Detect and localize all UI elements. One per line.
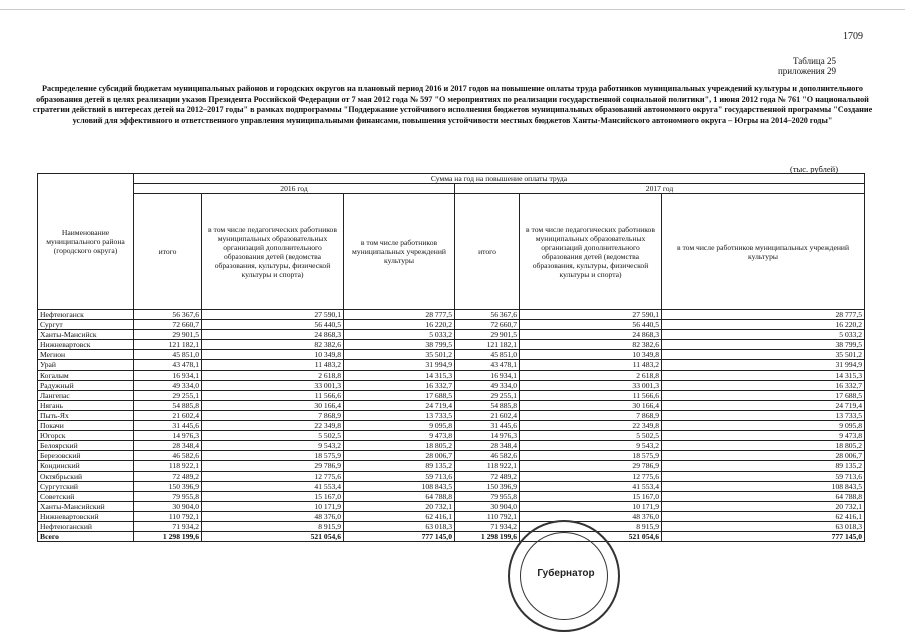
- table-row: [38, 320, 865, 330]
- header-teachers-2017: в том числе педагогических работников муниципальных образовательных организаций дополнительного образования детей (ведомства образования, культуры, физической культуры и спорта): [520, 194, 662, 310]
- row-name-cell: Нефтеюганский: [38, 521, 134, 531]
- row-value-cell: 12 775,6: [520, 471, 662, 481]
- row-value-cell: 54 885,8: [455, 400, 520, 410]
- row-value-cell: 71 934,2: [134, 521, 202, 531]
- table-row: [38, 360, 865, 370]
- row-value-cell: 30 904,0: [455, 501, 520, 511]
- row-value-cell: 521 054,6: [520, 532, 662, 542]
- row-value-cell: 11 566,6: [202, 390, 344, 400]
- row-value-cell: 14 976,3: [134, 431, 202, 441]
- row-value-cell: 56 367,6: [134, 310, 202, 320]
- row-value-cell: 29 786,9: [202, 461, 344, 471]
- row-value-cell: 9 473,8: [344, 431, 455, 441]
- unit-label: (тыс. рублей): [790, 164, 839, 174]
- row-value-cell: 5 502,5: [202, 431, 344, 441]
- row-value-cell: 121 182,1: [455, 340, 520, 350]
- seal-text: Губернатор: [537, 568, 595, 579]
- row-value-cell: 108 843,5: [662, 481, 865, 491]
- row-value-cell: 14 315,3: [344, 370, 455, 380]
- row-name-cell: Октябрьский: [38, 471, 134, 481]
- row-value-cell: 150 396,9: [455, 481, 520, 491]
- table-row: [38, 380, 865, 390]
- row-value-cell: 56 440,5: [202, 320, 344, 330]
- row-value-cell: 24 868,3: [202, 330, 344, 340]
- row-value-cell: 11 566,6: [520, 390, 662, 400]
- row-value-cell: 38 799,5: [344, 340, 455, 350]
- row-name-cell: Советский: [38, 491, 134, 501]
- subsidy-table: [37, 173, 865, 542]
- row-value-cell: 41 553,4: [520, 481, 662, 491]
- row-value-cell: 16 934,1: [134, 370, 202, 380]
- row-value-cell: 41 553,4: [202, 481, 344, 491]
- row-value-cell: 49 334,0: [134, 380, 202, 390]
- row-value-cell: 110 792,1: [455, 511, 520, 521]
- row-value-cell: 118 922,1: [455, 461, 520, 471]
- page-number: 1709: [843, 31, 863, 42]
- table-row: [38, 481, 865, 491]
- row-value-cell: 31 994,9: [662, 360, 865, 370]
- row-value-cell: 89 135,2: [662, 461, 865, 471]
- row-value-cell: 22 349,8: [520, 421, 662, 431]
- row-value-cell: 64 788,8: [662, 491, 865, 501]
- row-name-cell: Сургутский: [38, 481, 134, 491]
- row-value-cell: 11 483,2: [202, 360, 344, 370]
- row-value-cell: 89 135,2: [344, 461, 455, 471]
- row-value-cell: 16 220,2: [662, 320, 865, 330]
- row-value-cell: 24 719,4: [662, 400, 865, 410]
- row-value-cell: 2 618,8: [520, 370, 662, 380]
- row-value-cell: 30 904,0: [134, 501, 202, 511]
- row-name-cell: Нижневартовск: [38, 340, 134, 350]
- table-reference: [750, 56, 836, 76]
- table-row: [38, 431, 865, 441]
- row-value-cell: 28 348,4: [134, 441, 202, 451]
- row-value-cell: 63 018,3: [344, 521, 455, 531]
- row-value-cell: 31 445,6: [134, 421, 202, 431]
- row-value-cell: 27 590,1: [520, 310, 662, 320]
- row-value-cell: 49 334,0: [455, 380, 520, 390]
- row-value-cell: 110 792,1: [134, 511, 202, 521]
- row-value-cell: 22 349,8: [202, 421, 344, 431]
- row-value-cell: 62 416,1: [662, 511, 865, 521]
- row-value-cell: 59 713,6: [662, 471, 865, 481]
- row-value-cell: 30 166,4: [520, 400, 662, 410]
- row-value-cell: 16 332,7: [662, 380, 865, 390]
- header-culture-2017: в том числе работников муниципальных учреждений культуры: [662, 194, 865, 310]
- row-value-cell: 7 868,9: [520, 410, 662, 420]
- row-value-cell: 5 502,5: [520, 431, 662, 441]
- row-name-cell: Радужный: [38, 380, 134, 390]
- row-name-cell: Мегион: [38, 350, 134, 360]
- row-value-cell: 43 478,1: [134, 360, 202, 370]
- row-value-cell: 35 501,2: [344, 350, 455, 360]
- table-row: [38, 330, 865, 340]
- table-ref-line2: приложения 29: [777, 66, 836, 76]
- row-value-cell: 59 713,6: [344, 471, 455, 481]
- table-row: [38, 441, 865, 451]
- row-value-cell: 82 382,6: [520, 340, 662, 350]
- row-value-cell: 29 255,1: [455, 390, 520, 400]
- row-name-cell: Кондинский: [38, 461, 134, 471]
- header-name: Наименование муниципального района (городского округа): [38, 174, 134, 310]
- row-value-cell: 18 805,2: [344, 441, 455, 451]
- header-total-2016: итого: [134, 194, 202, 310]
- row-value-cell: 2 618,8: [202, 370, 344, 380]
- table-row: [38, 390, 865, 400]
- row-value-cell: 21 602,4: [455, 410, 520, 420]
- table-row: [38, 370, 865, 380]
- row-value-cell: 18 805,2: [662, 441, 865, 451]
- table-ref-line1: Таблица 25: [793, 56, 836, 66]
- row-name-cell: Покачи: [38, 421, 134, 431]
- row-value-cell: 13 733,5: [662, 410, 865, 420]
- row-value-cell: 16 934,1: [455, 370, 520, 380]
- row-value-cell: 11 483,2: [520, 360, 662, 370]
- header-teachers-2016: в том числе педагогических работников муниципальных образовательных организаций дополнительного образования детей (ведомства образования, культуры, физической культуры и спорта): [202, 194, 344, 310]
- row-value-cell: 121 182,1: [134, 340, 202, 350]
- row-value-cell: 20 732,1: [344, 501, 455, 511]
- table-row: [38, 400, 865, 410]
- row-value-cell: 777 145,0: [344, 532, 455, 542]
- row-value-cell: 56 440,5: [520, 320, 662, 330]
- row-value-cell: 10 349,8: [202, 350, 344, 360]
- row-name-cell: Нижневартовский: [38, 511, 134, 521]
- row-value-cell: 31 445,6: [455, 421, 520, 431]
- row-value-cell: 9 473,8: [662, 431, 865, 441]
- row-value-cell: 17 688,5: [344, 390, 455, 400]
- row-value-cell: 45 851,0: [455, 350, 520, 360]
- row-value-cell: 16 220,2: [344, 320, 455, 330]
- row-value-cell: 62 416,1: [344, 511, 455, 521]
- row-value-cell: 27 590,1: [202, 310, 344, 320]
- table-body: [38, 310, 865, 542]
- row-value-cell: 8 915,9: [520, 521, 662, 531]
- row-value-cell: 9 543,2: [202, 441, 344, 451]
- row-value-cell: 1 298 199,6: [134, 532, 202, 542]
- row-value-cell: 29 786,9: [520, 461, 662, 471]
- table-row: [38, 491, 865, 501]
- row-value-cell: 28 006,7: [662, 451, 865, 461]
- row-value-cell: 72 660,7: [134, 320, 202, 330]
- row-value-cell: 46 582,6: [455, 451, 520, 461]
- row-value-cell: 18 575,9: [202, 451, 344, 461]
- scan-artifact-top: [0, 9, 905, 10]
- row-value-cell: 28 777,5: [662, 310, 865, 320]
- row-value-cell: 521 054,6: [202, 532, 344, 542]
- table-row: [38, 471, 865, 481]
- row-value-cell: 31 994,9: [344, 360, 455, 370]
- row-value-cell: 30 166,4: [202, 400, 344, 410]
- row-value-cell: 33 001,3: [520, 380, 662, 390]
- row-value-cell: 56 367,6: [455, 310, 520, 320]
- row-value-cell: 46 582,6: [134, 451, 202, 461]
- row-value-cell: 10 171,9: [520, 501, 662, 511]
- row-value-cell: 28 348,4: [455, 441, 520, 451]
- row-value-cell: 71 934,2: [455, 521, 520, 531]
- document-title: Распределение субсидий бюджетам муниципальных районов и городских округов на плановый период 2016 и 2017 годов на повышение оплаты труда работников муниципальных учреждений культуры и дополнительного образования детей в целях реализации указов Президента Российской Федерации от 7 мая 2012 года № 597 "О мероприятиях по реализации государственной социальной политики", 1 июня 2012 года № 761 "О национальной стратегии действий в интересах детей на 2012–2017 годы" в рамках подпрограммы "Поддержание устойчивого исполнения бюджетов муниципальных образований автономного округа" государственной программы "Создание условий для эффективного и ответственного управления муниципальными финансами, повышения устойчивости местных бюджетов Ханты-Мансийского автономного округа – Югры на 2014–2020 годы": [32, 84, 873, 125]
- row-value-cell: 12 775,6: [202, 471, 344, 481]
- row-value-cell: 82 382,6: [202, 340, 344, 350]
- row-value-cell: 10 171,9: [202, 501, 344, 511]
- header-total-2017: итого: [455, 194, 520, 310]
- header-culture-2016: в том числе работников муниципальных учреждений культуры: [344, 194, 455, 310]
- row-value-cell: 43 478,1: [455, 360, 520, 370]
- row-name-cell: Югорск: [38, 431, 134, 441]
- row-value-cell: 38 799,5: [662, 340, 865, 350]
- row-value-cell: 150 396,9: [134, 481, 202, 491]
- row-value-cell: 79 955,8: [455, 491, 520, 501]
- row-value-cell: 777 145,0: [662, 532, 865, 542]
- row-value-cell: 28 777,5: [344, 310, 455, 320]
- row-value-cell: 28 006,7: [344, 451, 455, 461]
- row-value-cell: 15 167,0: [520, 491, 662, 501]
- table-row: [38, 461, 865, 471]
- row-name-cell: Лангепас: [38, 390, 134, 400]
- row-value-cell: 45 851,0: [134, 350, 202, 360]
- table-row: [38, 501, 865, 511]
- row-value-cell: 14 315,3: [662, 370, 865, 380]
- row-value-cell: 9 543,2: [520, 441, 662, 451]
- header-year-2016: 2016 год: [134, 184, 455, 194]
- row-value-cell: 24 719,4: [344, 400, 455, 410]
- table-row: [38, 410, 865, 420]
- table-row: [38, 310, 865, 320]
- row-value-cell: 118 922,1: [134, 461, 202, 471]
- row-name-cell: Нягань: [38, 400, 134, 410]
- row-value-cell: 15 167,0: [202, 491, 344, 501]
- row-name-cell: Ханты-Мансийск: [38, 330, 134, 340]
- row-value-cell: 35 501,2: [662, 350, 865, 360]
- row-value-cell: 16 332,7: [344, 380, 455, 390]
- table-row: [38, 451, 865, 461]
- row-name-cell: Белоярский: [38, 441, 134, 451]
- row-value-cell: 63 018,3: [662, 521, 865, 531]
- row-value-cell: 1 298 199,6: [455, 532, 520, 542]
- row-value-cell: 108 843,5: [344, 481, 455, 491]
- row-value-cell: 33 001,3: [202, 380, 344, 390]
- table-row: [38, 511, 865, 521]
- row-value-cell: 29 901,5: [455, 330, 520, 340]
- row-value-cell: 21 602,4: [134, 410, 202, 420]
- row-name-cell: Сургут: [38, 320, 134, 330]
- row-value-cell: 9 095,8: [344, 421, 455, 431]
- row-name-cell: Нефтеюганск: [38, 310, 134, 320]
- row-name-cell: Пыть-Ях: [38, 410, 134, 420]
- row-value-cell: 18 575,9: [520, 451, 662, 461]
- table-row: [38, 421, 865, 431]
- table-total-row: [38, 532, 865, 542]
- row-value-cell: 72 489,2: [455, 471, 520, 481]
- row-value-cell: 9 095,8: [662, 421, 865, 431]
- row-value-cell: 72 660,7: [455, 320, 520, 330]
- row-value-cell: 5 033,2: [344, 330, 455, 340]
- row-value-cell: 7 868,9: [202, 410, 344, 420]
- row-value-cell: 8 915,9: [202, 521, 344, 531]
- row-value-cell: 20 732,1: [662, 501, 865, 511]
- row-name-cell: Березовский: [38, 451, 134, 461]
- row-value-cell: 13 733,5: [344, 410, 455, 420]
- row-value-cell: 72 489,2: [134, 471, 202, 481]
- row-value-cell: 64 788,8: [344, 491, 455, 501]
- table-row: [38, 350, 865, 360]
- row-value-cell: 29 901,5: [134, 330, 202, 340]
- table-row: [38, 340, 865, 350]
- row-value-cell: 48 376,0: [202, 511, 344, 521]
- row-value-cell: 17 688,5: [662, 390, 865, 400]
- header-sum: Сумма на год на повышение оплаты труда: [134, 174, 865, 184]
- row-value-cell: 54 885,8: [134, 400, 202, 410]
- row-value-cell: 24 868,3: [520, 330, 662, 340]
- row-name-cell: Когалым: [38, 370, 134, 380]
- row-value-cell: 79 955,8: [134, 491, 202, 501]
- row-value-cell: 14 976,3: [455, 431, 520, 441]
- row-name-cell: Всего: [38, 532, 134, 542]
- row-value-cell: 5 033,2: [662, 330, 865, 340]
- row-value-cell: 48 376,0: [520, 511, 662, 521]
- row-value-cell: 10 349,8: [520, 350, 662, 360]
- row-name-cell: Ханты-Мансийский: [38, 501, 134, 511]
- row-value-cell: 29 255,1: [134, 390, 202, 400]
- table-row: [38, 521, 865, 531]
- header-year-2017: 2017 год: [455, 184, 865, 194]
- official-seal: [508, 520, 620, 632]
- row-name-cell: Урай: [38, 360, 134, 370]
